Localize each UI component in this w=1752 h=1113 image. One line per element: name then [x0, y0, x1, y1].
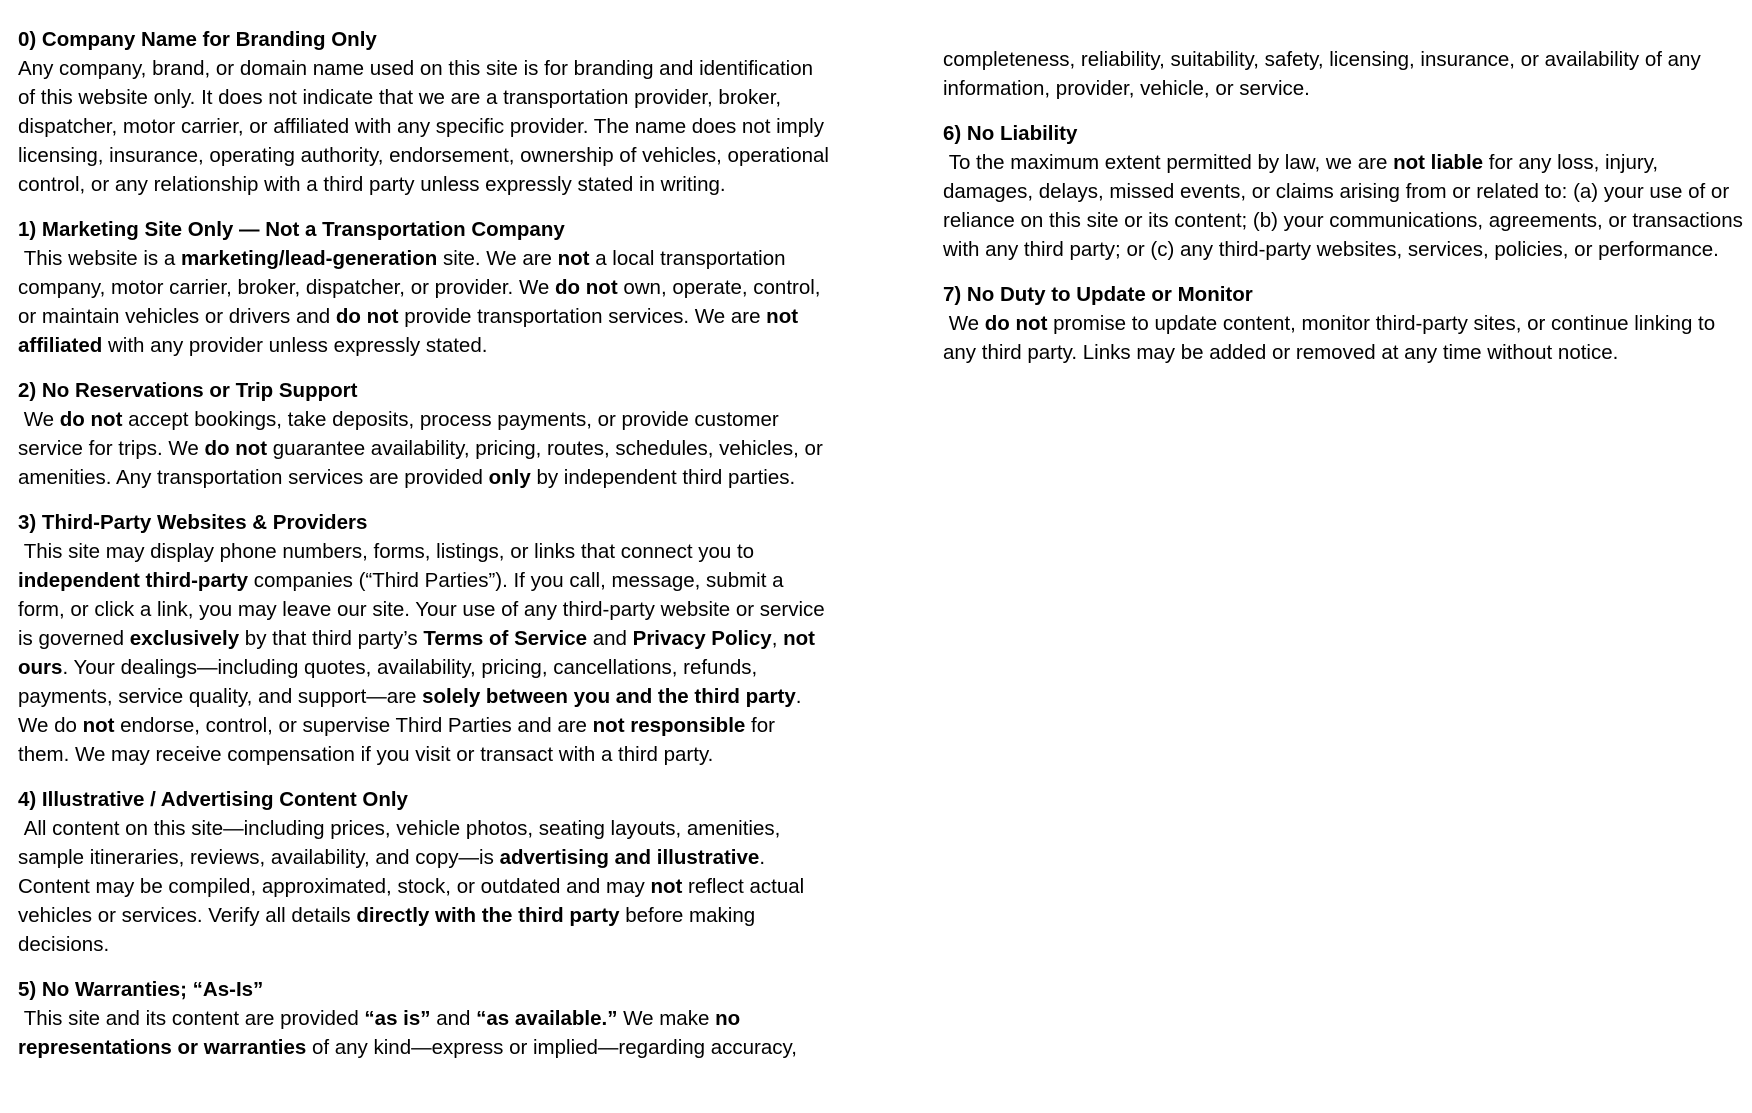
disclaimer-section [943, 119, 1749, 264]
body-text-bold: not [650, 875, 683, 898]
body-text: by that third party’s [239, 627, 424, 650]
disclaimer-section [18, 25, 835, 199]
body-text: companies (“Third Parties”). If you call, message, submit a form, or click a link, you may leave our site. Your use of any third-party website or service is governed [18, 569, 831, 650]
body-text: for them. We may receive compensation if you visit or transact with a third party. [18, 714, 781, 766]
body-text: by independent third parties. [530, 466, 796, 489]
body-text: provide transportation services. We are [398, 305, 767, 328]
disclaimer-section [943, 45, 1743, 103]
body-text: endorse, control, or supervise Third Parties and are [114, 714, 593, 737]
body-text: before making decisions. [18, 904, 761, 956]
body-text: and [430, 1007, 477, 1030]
body-text-bold: do not [335, 305, 399, 328]
body-text: We make [617, 1007, 716, 1030]
body-text: We [18, 408, 60, 431]
body-text: , [771, 627, 784, 650]
body-text: All content on this site—including prices, vehicle photos, seating layouts, amenities, sample itineraries, reviews, availability, and copy—is [18, 817, 787, 869]
body-text: This site and its content are provided [18, 1007, 365, 1030]
body-text-bold: not affiliated [18, 305, 804, 357]
section-body [943, 309, 1743, 367]
body-text: with any provider unless expressly stated. [102, 334, 488, 357]
section-heading: 0) Company Name for Branding Only [18, 28, 377, 51]
body-text: own, operate, control, or maintain vehicles or drivers and [18, 276, 827, 328]
section-body [18, 244, 830, 360]
disclaimer-section [18, 508, 830, 769]
body-text: site. We are [437, 247, 558, 270]
body-text-bold: not responsible [592, 714, 746, 737]
body-text-bold: exclusively [129, 627, 240, 650]
body-text: Any company, brand, or domain name used on this site is for branding and identification of this website only. It does not indicate that we are a transportation provider, broker, dispatcher, motor carrier, or affiliated with any specific provider. The name does not imply licensing, insurance, operating authority, endorsement, ownership of vehicles, operational control, or any relationship with a third party unless expressly stated in writing. [18, 57, 835, 196]
disclaimer-section [18, 376, 830, 492]
body-text-bold: only [488, 466, 531, 489]
body-text: . Content may be compiled, approximated, stock, or outdated and may [18, 846, 771, 898]
body-text: We [943, 312, 985, 335]
body-text-bold: not liable [1393, 151, 1484, 174]
section-heading: 1) Marketing Site Only — Not a Transportation Company [18, 218, 565, 241]
body-text: This site may display phone numbers, forms, listings, or links that connect you to [18, 540, 760, 563]
body-text: for any loss, injury, damages, delays, missed events, or claims arising from or related to: (a) your use of or reliance on this site or its content; (b) your communications, agreements, or transactions with any third party; or (c) any third-party websites, services, policies, or performance. [943, 151, 1749, 261]
disclaimer-section [943, 280, 1743, 367]
body-text-bold: do not [984, 312, 1048, 335]
body-text: To the maximum extent permitted by law, we are [943, 151, 1394, 174]
section-heading: 4) Illustrative / Advertising Content Only [18, 788, 408, 811]
body-text-bold: do not [59, 408, 123, 431]
body-text: and [587, 627, 633, 650]
body-text: This website is a [18, 247, 181, 270]
body-text-bold: independent third-party [18, 569, 249, 592]
body-text-bold: not [82, 714, 115, 737]
section-heading: 3) Third-Party Websites & Providers [18, 511, 368, 534]
section-heading: 7) No Duty to Update or Monitor [943, 283, 1253, 306]
body-text-bold: “as available.” [476, 1007, 618, 1030]
disclaimer-section [18, 975, 830, 1062]
section-body [18, 537, 830, 769]
body-text-bold: Privacy Policy [632, 627, 772, 650]
body-text: . Your dealings—including quotes, availability, pricing, cancellations, refunds, payments, service quality, and support—are [18, 656, 763, 708]
disclaimer-section [18, 785, 830, 959]
body-text: reflect actual vehicles or services. Verify all details [18, 875, 810, 927]
section-heading: 2) No Reservations or Trip Support [18, 379, 358, 402]
body-text-bold: marketing/lead-generation [180, 247, 438, 270]
body-text: . We do [18, 685, 808, 737]
disclaimer-section [18, 215, 830, 360]
section-heading: 6) No Liability [943, 122, 1078, 145]
section-body [943, 45, 1743, 103]
body-text-bold: not ours [18, 627, 821, 679]
body-text-bold: advertising and illustrative [499, 846, 760, 869]
body-text: completeness, reliability, suitability, safety, licensing, insurance, or availability of any information, provider, vehicle, or service. [943, 48, 1707, 100]
section-body [18, 405, 830, 492]
body-text: accept bookings, take deposits, process payments, or provide customer service for trips. We [18, 408, 785, 460]
body-text: promise to update content, monitor third-party sites, or continue linking to any third party. Links may be added or removed at any time without notice. [943, 312, 1721, 364]
section-body [943, 148, 1749, 264]
body-text-bold: Terms of Service [423, 627, 588, 650]
body-text-bold: do not [555, 276, 618, 299]
right-column [943, 45, 1749, 367]
section-heading: 5) No Warranties; “As-Is” [18, 978, 264, 1001]
body-text: guarantee availability, pricing, routes, schedules, vehicles, or amenities. Any transportation services are provided [18, 437, 829, 489]
body-text: of any kind—express or implied—regarding accuracy, [306, 1036, 797, 1059]
left-column [18, 25, 835, 1062]
section-body [18, 54, 835, 199]
body-text-bold: solely between you and the third party [422, 685, 796, 708]
section-body [18, 814, 830, 959]
section-body [18, 1004, 830, 1062]
body-text-bold: “as is” [364, 1007, 431, 1030]
body-text-bold: do not [204, 437, 268, 460]
body-text-bold: no representations or warranties [18, 1007, 746, 1059]
body-text-bold: directly with the third party [356, 904, 620, 927]
body-text: a local transportation company, motor carrier, broker, dispatcher, or provider. We [18, 247, 792, 299]
body-text-bold: not [557, 247, 590, 270]
